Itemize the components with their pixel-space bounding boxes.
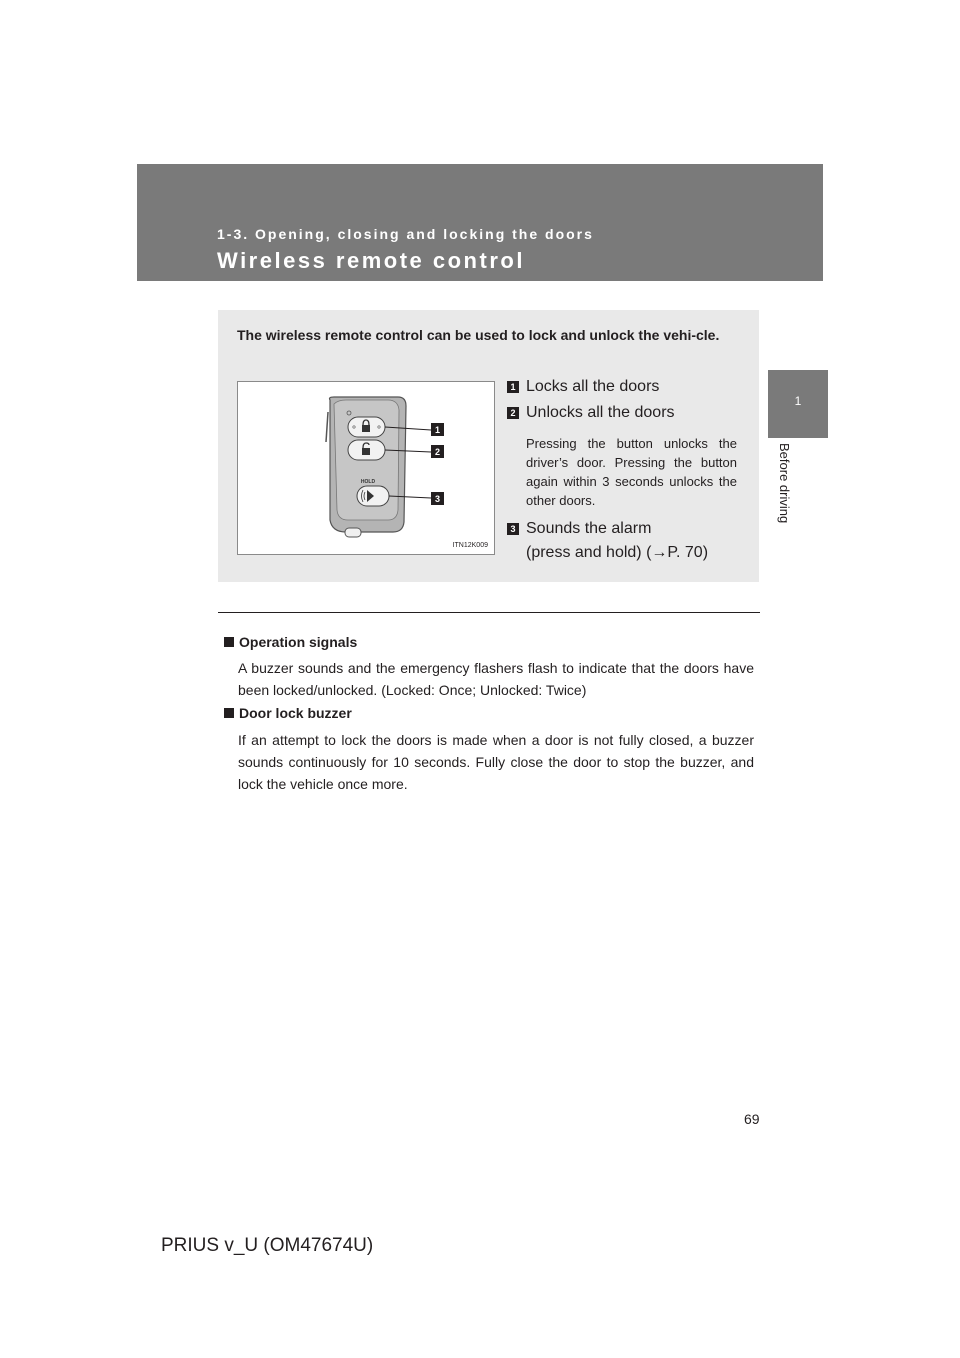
alarm-sublabel: (press and hold) (→P. 70) (526, 544, 709, 561)
footer-model: PRIUS v_U (OM47674U) (161, 1235, 374, 1256)
item-number-badge: 1 (507, 381, 519, 393)
note-heading-operation-signals (224, 634, 357, 650)
unlock-icon (362, 448, 370, 455)
note-heading-text: Door lock buzzer (239, 705, 352, 721)
page-title: Wireless remote control (217, 248, 525, 273)
callout-number: 2 (434, 447, 441, 457)
item-number-badge: 2 (507, 407, 519, 419)
note-body-operation-signals: A buzzer sounds and the emergency flashers flash to indicate that the doors have been locked/unlocked. (Locked: Once; Unlocked: Twice) (238, 660, 754, 698)
section-divider (218, 612, 760, 613)
square-bullet-icon (224, 637, 234, 647)
item-alarm (507, 520, 651, 538)
item-number-badge: 3 (507, 523, 519, 535)
section-label: 1-3. Opening, closing and locking the doors (217, 226, 594, 242)
hold-label: HOLD (360, 479, 376, 485)
key-edge (326, 412, 328, 442)
note-heading-door-lock-buzzer (224, 705, 352, 721)
unlock-note: Pressing the button unlocks the driver’s door. Pressing the button again within 3 seconds unlocks the other doors. (526, 436, 737, 508)
chapter-title: Before driving (777, 443, 792, 524)
square-bullet-icon (224, 708, 234, 718)
chapter-tab (768, 370, 828, 438)
figure-code: ITN12K009 (452, 542, 488, 549)
chapter-number: 1 (794, 394, 802, 408)
item-label: Sounds the alarm (526, 520, 652, 537)
item-label: Locks all the doors (526, 378, 660, 395)
callout-number: 1 (434, 425, 441, 435)
callout-number: 3 (434, 494, 441, 504)
wireless-remote-illustration (238, 382, 494, 554)
item-label: Unlocks all the doors (526, 404, 675, 421)
note-heading-text: Operation signals (239, 634, 358, 650)
item-unlock (507, 404, 675, 422)
mechanical-key (345, 528, 361, 537)
remote-figure (237, 381, 495, 555)
intro-text: The wireless remote control can be used to lock and unlock the vehi-cle. (237, 327, 720, 343)
page-number: 69 (744, 1111, 760, 1127)
item-lock (507, 378, 659, 396)
note-body-door-lock-buzzer: If an attempt to lock the doors is made when a door is not fully closed, a buzzer sounds continuously for 10 seconds. Fully close the door to stop the buzzer, and lock the vehicle once more. (238, 732, 754, 792)
lock-icon (362, 425, 370, 432)
